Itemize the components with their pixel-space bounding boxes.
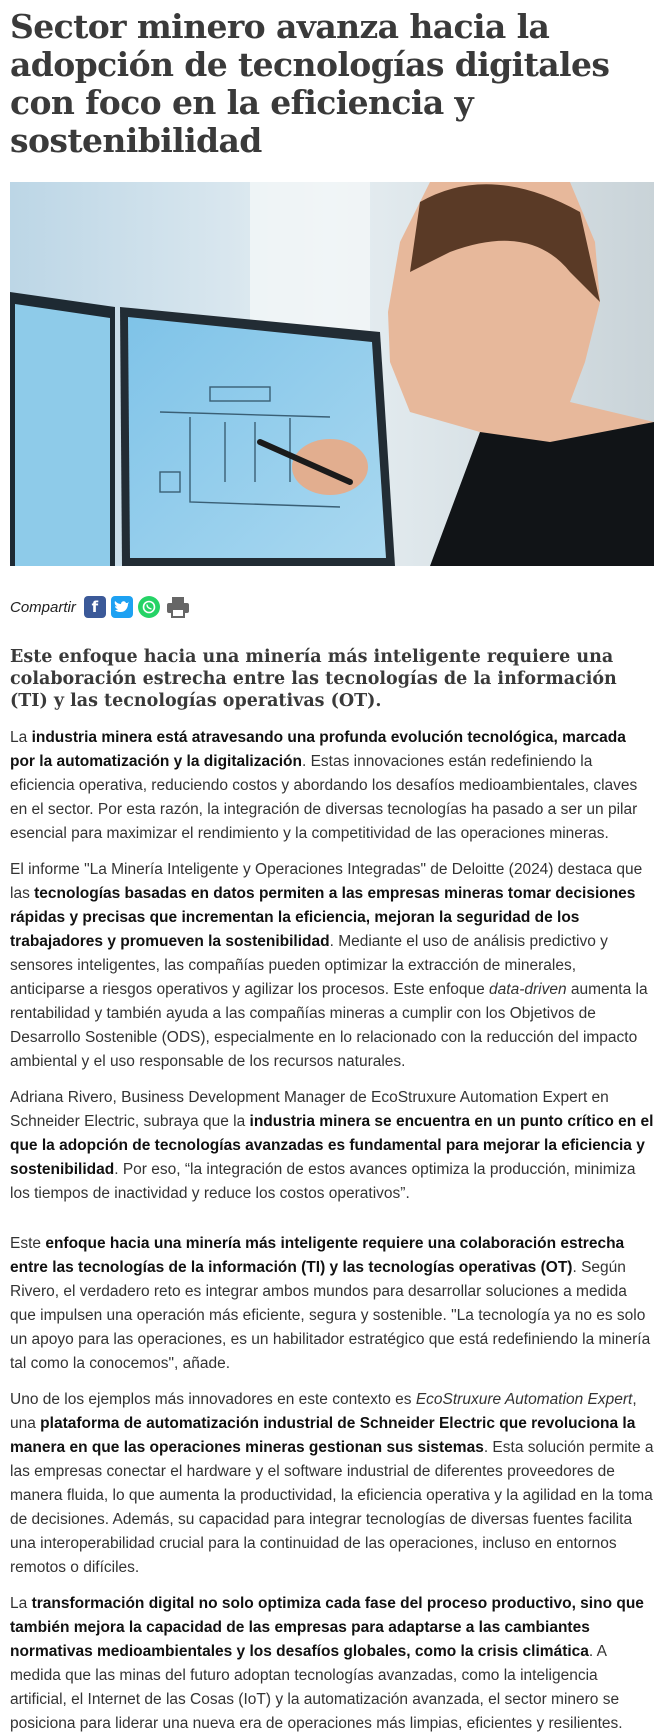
text: . Mediante el uso de análisis predictivo y sensores inteligentes, las compañías pueden optimizar la extracción de minerales, anticiparse a riesgos operativos y agilizar los procesos. Este enfoque [10, 933, 608, 998]
print-icon[interactable] [165, 596, 191, 618]
paragraph-5 [10, 1388, 654, 1580]
share-label: Compartir [10, 598, 76, 616]
text: . Estas innovaciones están redefiniendo la eficiencia operativa, reduciendo costos y abordando los desafíos medioambientales, claves en el sector. Por esta razón, la integración de diversas tecnologías ha pasado a ser un pilar esencial para maximizar el rendimiento y la competitividad de las operaciones mineras. [10, 753, 638, 842]
italic-text: data-driven [489, 981, 567, 998]
text: . Esta solución permite a las empresas conectar el hardware y el software industrial de diferentes proveedores de manera fluida, lo que aumenta la productividad, la eficiencia operativa y la agilidad en la toma de decisiones. Además, su capacidad para integrar tecnologías de diversas fuentes facilita una interoperabilidad crucial para la continuidad de las operaciones, incluso en entornos remotos o difíciles. [10, 1439, 654, 1576]
text: El informe "La Minería Inteligente y Operaciones Integradas" de Deloitte (2024) destaca que las [10, 861, 643, 902]
bold-text: tecnologías basadas en datos permiten a las empresas mineras tomar decisiones rápidas y precisas que incrementan la eficiencia, mejoran la seguridad de los trabajadores y promueven la sostenibilidad [10, 885, 636, 950]
text: Este [10, 1235, 46, 1252]
text: aumenta la rentabilidad y también ayuda a las compañías mineras a cumplir con los Objetivos de Desarrollo Sostenible (ODS), especialmente en lo relacionado con la reducción del impacto ambiental y el uso responsable de los recursos naturales. [10, 981, 648, 1070]
paragraph-6 [10, 1592, 654, 1736]
text: . Según Rivero, el verdadero reto es integrar ambos mundos para desarrollar soluciones a medida que impulsen una operación más eficiente, segura y sostenible. "La tecnología ya no es solo un apoyo para las operaciones, es un habilitador estratégico que está redefiniendo la minería tal como la conocemos", añade. [10, 1259, 651, 1372]
italic-text: EcoStruxure Automation Expert [415, 1391, 633, 1408]
text: . Por eso, “la integración de estos avances optimiza la producción, minimiza los tiempos de inactividad y reduce los costos operativos”. [10, 1161, 636, 1202]
paragraph-3 [10, 1086, 654, 1206]
paragraph-2 [10, 858, 654, 1074]
bold-text: enfoque hacia una minería más inteligente requiere una colaboración estrecha entre las tecnologías de la información (TI) y las tecnologías operativas (OT) [10, 1235, 625, 1276]
facebook-icon[interactable]: f [84, 596, 106, 618]
text: Adriana Rivero, Business Development Manager de EcoStruxure Automation Expert en Schneider Electric, subraya que la [10, 1089, 609, 1130]
text: Uno de los ejemplos más innovadores en este contexto es [10, 1391, 416, 1408]
twitter-icon[interactable] [111, 596, 133, 618]
article-title: Sector minero avanza hacia la adopción de tecnologías digitales con foco en la eficiencia y sostenibilidad [10, 7, 610, 160]
bold-text: plataforma de automatización industrial de Schneider Electric que revoluciona la manera en que las operaciones mineras gestionan sus sistemas [10, 1415, 636, 1456]
article-lead: Este enfoque hacia una minería más inteligente requiere una colaboración estrecha entre las tecnologías de la información (TI) y las tecnologías operativas (OT). [10, 647, 617, 711]
paragraph-4 [10, 1232, 654, 1376]
article [0, 8, 654, 1736]
share-bar [10, 594, 654, 620]
bold-text: transformación digital no solo optimiza cada fase del proceso productivo, sino que también mejora la capacidad de las empresas para adaptarse a las cambiantes normativas medioambientales y los desafíos globales, como la crisis climática [10, 1595, 644, 1660]
bold-text: industria minera está atravesando una profunda evolución tecnológica, marcada por la automatización y la digitalización [10, 729, 626, 770]
bold-text: industria minera se encuentra en un punto crítico en el que la adopción de tecnologías avanzadas es fundamental para mejorar la eficiencia y sostenibilidad [10, 1113, 654, 1178]
text: . A medida que las minas del futuro adoptan tecnologías avanzadas, como la inteligencia artificial, el Internet de las Cosas (IoT) y la automatización avanzada, el sector minero se posiciona para liderar una nueva era de operaciones más limpias, eficientes y resilientes. [10, 1643, 623, 1732]
text: La [10, 729, 32, 746]
text: La [10, 1595, 32, 1612]
text: , una [10, 1391, 637, 1432]
paragraph-1 [10, 726, 654, 846]
hero-illustration [10, 182, 654, 566]
hero-image [10, 182, 654, 566]
whatsapp-icon[interactable] [138, 596, 160, 618]
